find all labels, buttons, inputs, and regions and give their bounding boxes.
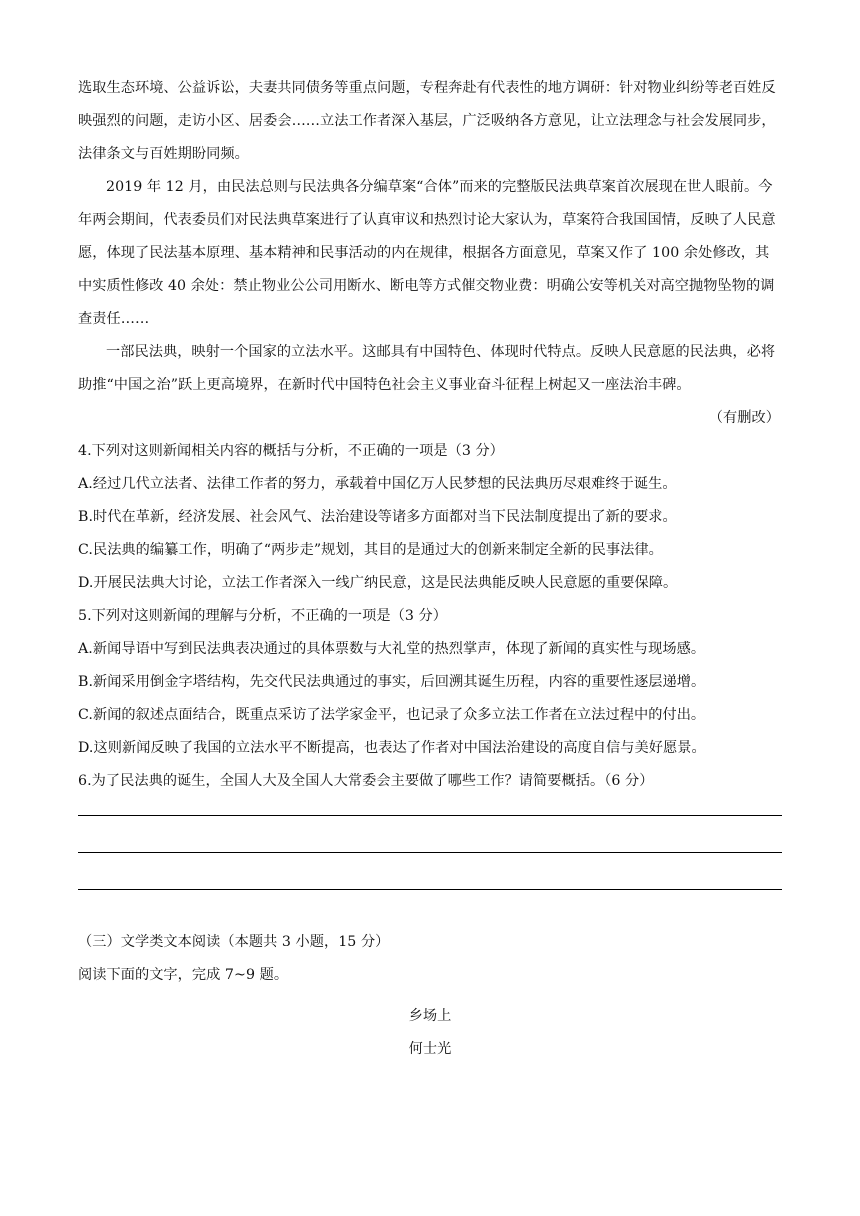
question-5-option-a: A.新闻导语中写到民法典表决通过的具体票数与大礼堂的热烈掌声，体现了新闻的真实性与现场感。 — [78, 641, 706, 657]
section-instruction: 阅读下面的文字，完成 7~9 题。 — [78, 967, 289, 983]
question-5-stem: 5.下列对这则新闻的理解与分析，不正确的一项是（3 分） — [78, 608, 447, 624]
answer-line[interactable] — [78, 852, 782, 853]
document-content — [78, 72, 782, 1066]
story-title: 乡场上 — [408, 1008, 452, 1024]
article-paragraph-2: 2019 年 12 月，由民法总则与民法典各分编草案“合体”而来的完整版民法典草案首次展现在世人眼前。今年两会期间，代表委员们对民法典草案进行了认真审议和热烈讨论大家认为，草案符合我国国情，反映了人民意愿，体现了民法基本原理、基本精神和民事活动的内在规律，根据各方面意见，草案又作了 100 余处修改，其中实质性修改 40 余处：禁止物业公公司用断水、断电等方式催交物业费：明确公安等机关对高空抛物坠物的调查责任…… — [78, 179, 776, 327]
question-4-option-b: B.时代在革新，经济发展、社会风气、法治建设等诸多方面都对当下民法制度提出了新的要求。 — [78, 509, 677, 525]
question-5-option-b: B.新闻采用倒金字塔结构，先交代民法典通过的事实，后回溯其诞生历程，内容的重要性逐层递增。 — [78, 674, 706, 690]
question-4-stem: 4.下列对这则新闻相关内容的概括与分析，不正确的一项是（3 分） — [78, 443, 504, 459]
section-heading: （三）文学类文本阅读（本题共 3 小题，15 分） — [78, 934, 390, 950]
answer-line[interactable] — [78, 889, 782, 890]
question-4-option-d: D.开展民法典大讨论，立法工作者深入一线广纳民意，这是民法典能反映人民意愿的重要保障。 — [78, 575, 678, 591]
story-author: 何士光 — [408, 1041, 452, 1057]
question-4-option-a: A.经过几代立法者、法律工作者的努力，承载着中国亿万人民梦想的民法典历尽艰难终于诞生。 — [78, 476, 677, 492]
question-5-option-c: C.新闻的叙述点面结合，既重点采访了法学家金平，也记录了众多立法工作者在立法过程中的付出。 — [78, 707, 706, 723]
answer-area[interactable] — [78, 815, 782, 890]
article-paragraph-3: 一部民法典，映射一个国家的立法水平。这邮具有中国特色、体现时代特点。反映人民意愿的民法典，必将助推“中国之治”跃上更高境界，在新时代中国特色社会主义事业奋斗征程上树起又一座法治丰碑。 — [78, 344, 776, 393]
question-6-stem: 6.为了民法典的诞生，全国人大及全国人大常委会主要做了哪些工作？请简要概括。（6 分） — [78, 773, 654, 789]
question-4-option-c: C.民法典的编纂工作，明确了“两步走”规划，其目的是通过大的创新来制定全新的民事法律。 — [78, 542, 663, 558]
article-paragraph-1: 选取生态环境、公益诉讼，夫妻共同债务等重点问题，专程奔赴有代表性的地方调研：针对物业纠纷等老百姓反映强烈的问题，走访小区、居委会……立法工作者深入基层，广泛吸纳各方意见，让立法理念与社会发展同步，法律条文与百姓期盼同频。 — [78, 80, 776, 162]
answer-line[interactable] — [78, 815, 782, 816]
question-5-option-d: D.这则新闻反映了我国的立法水平不断提高，也表达了作者对中国法治建设的高度自信与美好愿景。 — [78, 740, 706, 756]
source-note: （有删改） — [708, 410, 780, 426]
